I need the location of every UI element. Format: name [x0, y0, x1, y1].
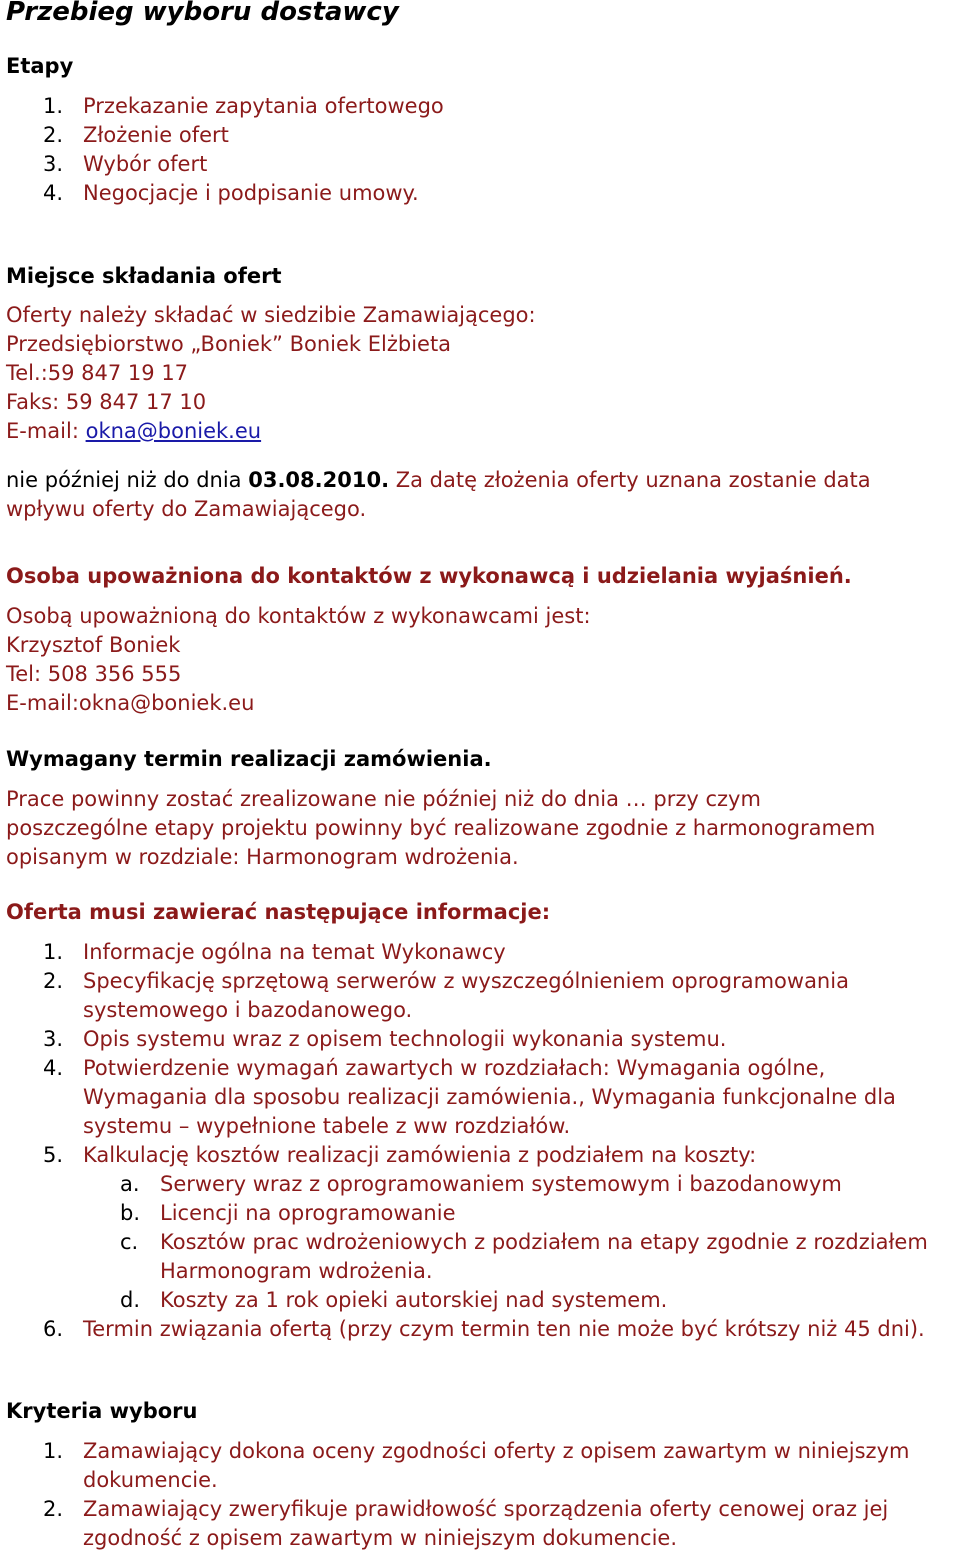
termin-text: Prace powinny zostać zrealizowane nie później niż do dnia … przy czym poszczególne etapy projektu powinny być realizowane zgodnie z harmonogramem opisanym w rozdziale: Harmonogram wdrożenia.	[6, 787, 876, 869]
termin-heading: Wymagany termin realizacji zamówienia.	[6, 747, 492, 771]
oferta-list-cont	[6, 1315, 956, 1344]
section-oferta	[6, 898, 956, 1344]
page-title: Przebieg wyboru dostawcy	[6, 0, 399, 27]
oferta-list	[6, 938, 956, 1170]
list-item: d. Koszty za 1 rok opieki autorskiej nad systemem.	[120, 1288, 668, 1312]
oferta-heading: Oferta musi zawierać następujące informacje:	[6, 900, 551, 924]
miejsce-tel: Tel.:59 847 19 17	[6, 361, 189, 385]
list-item: 1. Zamawiający dokona oceny zgodności oferty z opisem zawartym w niniejszym dokumencie.	[43, 1439, 910, 1492]
miejsce-line1: Oferty należy składać w siedzibie Zamawiającego:	[6, 303, 536, 327]
section-kryteria	[6, 1397, 956, 1553]
oferta-sublist	[6, 1170, 956, 1315]
section-osoba	[6, 562, 956, 718]
osoba-email: E-mail:okna@boniek.eu	[6, 691, 255, 715]
list-item: 4. Negocjacje i podpisanie umowy.	[43, 181, 419, 205]
osoba-tel: Tel: 508 356 555	[6, 662, 182, 686]
deadline-date: 03.08.2010	[248, 468, 382, 492]
osoba-line1: Osobą upoważnioną do kontaktów z wykonawcami jest:	[6, 604, 591, 628]
list-item: 1. Przekazanie zapytania ofertowego	[43, 94, 444, 118]
list-item: 3. Wybór ofert	[43, 152, 208, 176]
osoba-name: Krzysztof Boniek	[6, 633, 181, 657]
kryteria-heading: Kryteria wyboru	[6, 1399, 198, 1423]
osoba-heading: Osoba upoważniona do kontaktów z wykonawcą i udzielania wyjaśnień.	[6, 564, 852, 588]
miejsce-heading: Miejsce składania ofert	[6, 264, 282, 288]
list-item: 3. Opis systemu wraz z opisem technologii wykonania systemu.	[43, 1027, 727, 1051]
miejsce-deadline: nie później niż do dnia 03.08.2010. Za datę złożenia oferty uznana zostanie data wpływu oferty do Zamawiającego.	[6, 468, 871, 521]
list-item: b. Licencji na oprogramowanie	[120, 1201, 456, 1225]
miejsce-email-line: E-mail: okna@boniek.eu	[6, 419, 262, 443]
list-item: a. Serwery wraz z oprogramowaniem systemowym i bazodanowym	[120, 1172, 842, 1196]
section-miejsce	[6, 262, 956, 524]
miejsce-faks: Faks: 59 847 17 10	[6, 390, 207, 414]
email-link[interactable]: okna@boniek.eu	[85, 419, 262, 443]
list-item: c. Kosztów prac wdrożeniowych z podziałem na etapy zgodnie z rozdziałem Harmonogram wdrożenia.	[120, 1230, 928, 1283]
list-item: 6. Termin związania ofertą (przy czym termin ten nie może być krótszy niż 45 dni).	[43, 1317, 925, 1341]
section-etapy	[6, 52, 956, 208]
kryteria-list	[6, 1437, 956, 1553]
list-item: 2. Specyfikację sprzętową serwerów z wyszczególnieniem oprogramowania systemowego i bazodanowego.	[43, 969, 849, 1022]
list-item: 2. Złożenie ofert	[43, 123, 229, 147]
list-item: 1. Informacje ogólna na temat Wykonawcy	[43, 940, 506, 964]
list-item: 2. Zamawiający zweryfikuje prawidłowość sporządzenia oferty cenowej oraz jej zgodność z opisem zawartym w niniejszym dokumencie.	[43, 1497, 889, 1550]
list-item: 4. Potwierdzenie wymagań zawartych w rozdziałach: Wymagania ogólne, Wymagania dla sposobu realizacji zamówienia., Wymagania funkcjonalne dla systemu – wypełnione tabele z ww rozdziałów.	[43, 1056, 896, 1138]
etapy-list	[6, 92, 956, 208]
etapy-heading: Etapy	[6, 54, 74, 78]
list-item: 5. Kalkulację kosztów realizacji zamówienia z podziałem na koszty:	[43, 1143, 757, 1167]
miejsce-company: Przedsiębiorstwo „Boniek” Boniek Elżbieta	[6, 332, 452, 356]
section-termin	[6, 745, 956, 872]
